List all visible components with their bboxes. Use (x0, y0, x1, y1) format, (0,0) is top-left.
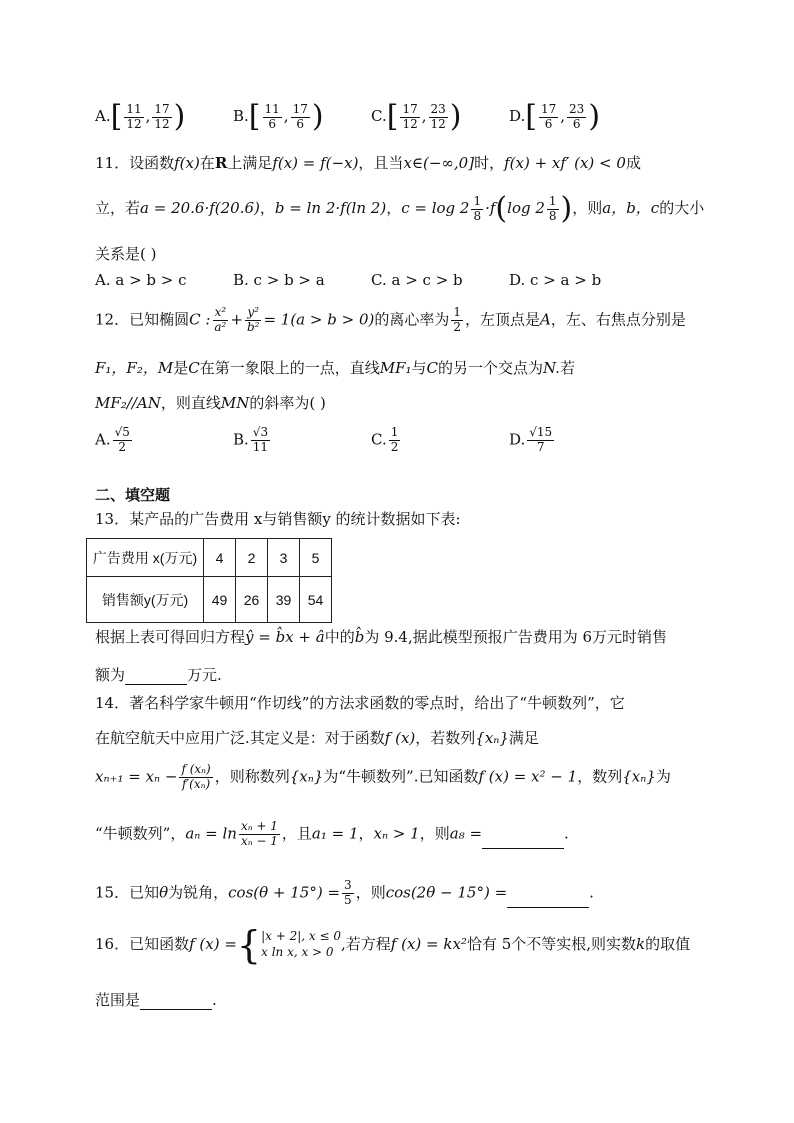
table-cell: 3 (268, 539, 300, 577)
q10-option-a: A.[ $\frac{11}{12}$ , $\frac{17}{12}$ ) (95, 99, 186, 134)
q11-line2: 立，若a = 20.6·f(20.6)，b = ln 2·f(ln 2)，c = log 2 $\frac{1}{8}$ ·f(log 2 $\frac{1}{8}$ )，则a，b，c的大小 (95, 191, 705, 226)
q14-line2: 在航空航天中应用广泛.其定义是：对于函数f (x)，若数列{xₙ}满足 (95, 729, 539, 747)
q12-option-b: B. $\frac{√3}{11}$ (233, 425, 269, 454)
table-row (87, 577, 332, 623)
q11-option-d: D. c > a > b (509, 271, 602, 289)
q11-option-b: B. c > b > a (233, 271, 325, 289)
q14-line1: 14．著名科学家牛顿用“作切线”的方法求函数的零点时，给出了“牛顿数列”，它 (95, 694, 625, 712)
q14-line4: “牛顿数列”，aₙ = ln $\frac{\text{xₙ + 1}}{\text{xₙ − 1}}$ ，且a₁ = 1，xₙ > 1，则a₈ = . (95, 819, 569, 848)
q13-line3: 额为 万元. (95, 666, 222, 684)
q11-option-c: C. a > c > b (371, 271, 463, 289)
q16-line1: 16．已知函数f (x) ={ |x + 2|, x ≤ 0 x ln x, x > 0 ,若方程f (x) = kx²恰有 5个不等实根,则实数k的取值 (95, 923, 691, 967)
q12-option-a: A. $\frac{√5}{2}$ (95, 425, 130, 454)
q13-intro: 13．某产品的广告费用 x与销售额y 的统计数据如下表: (95, 510, 461, 528)
answer-blank[interactable] (507, 907, 589, 908)
q15-line: 15．已知θ为锐角，cos(θ + 15°) = $\frac{3}{5}$ ，则cos(2θ − 15°) = . (95, 878, 594, 907)
q10-option-d: D.[ $\frac{17}{6}$ , $\frac{23}{6}$ ) (509, 99, 601, 134)
q12-line3: MF₂//AN，则直线MN的斜率为( ) (95, 394, 326, 412)
q10-option-c: C.[ $\frac{17}{12}$ , $\frac{23}{12}$ ) (371, 99, 462, 134)
q11-line1: 11．设函数f(x)在R上满足f(x) = f(−x)，且当x∈(−∞,0]时，f(x) + xf′ (x) < 0成 (95, 154, 641, 172)
table-cell: 2 (236, 539, 268, 577)
q13-line2: 根据上表可得回归方程ŷ = b̂x + â中的b̂为 9.4,据此模型预报广告费用为 6万元时销售 (95, 628, 668, 646)
right-paren: ) (173, 99, 186, 134)
table-cell: 4 (204, 539, 236, 577)
table-cell: 5 (300, 539, 332, 577)
q10-option-b: B.[ $\frac{11}{6}$ , $\frac{17}{6}$ ) (233, 99, 324, 134)
left-brace: { (236, 923, 262, 967)
table-cell: 54 (300, 577, 332, 623)
q16-line2: 范围是 . (95, 991, 217, 1009)
table-row (87, 539, 332, 577)
data-table (86, 538, 332, 623)
q12-option-c: C. $\frac{1}{2}$ (371, 425, 399, 454)
section-title: 二、填空题 (95, 486, 171, 504)
table-cell: 39 (268, 577, 300, 623)
left-bracket: [ (110, 99, 123, 134)
table-cell: 49 (204, 577, 236, 623)
q14-line3: xₙ₊₁ = xₙ − $\frac{\text{f (xₙ)}}{\text{f′(xₙ)}}$ ，则称数列{xₙ}为“牛顿数列”.已知函数f (x) = x² − 1，数列{xₙ}为 (95, 762, 671, 791)
answer-blank[interactable] (140, 1009, 212, 1010)
table-cell: 广告费用 x(万元) (87, 539, 204, 577)
answer-blank[interactable] (482, 848, 564, 849)
q11-option-a: A. a > b > c (95, 271, 187, 289)
q12-line2: F₁，F₂，M是C在第一象限上的一点，直线MF₁与C的另一个交点为N.若 (95, 359, 575, 377)
table-cell: 26 (236, 577, 268, 623)
q12-line1: 12．已知椭圆C : $\frac{\text{x²}}{\text{a²}}$ + $\frac{\text{y²}}{\text{b²}}$ = 1(a > b > 0)的离心率为 $\frac{1}{2}$ ，左顶点是A，左、右焦点分别是 (95, 305, 686, 334)
table-cell: 销售额y(万元) (87, 577, 204, 623)
q11-line3: 关系是( ) (95, 245, 157, 263)
q12-option-d: D. $\frac{√15}{7}$ (509, 425, 553, 454)
answer-blank[interactable] (125, 684, 187, 685)
